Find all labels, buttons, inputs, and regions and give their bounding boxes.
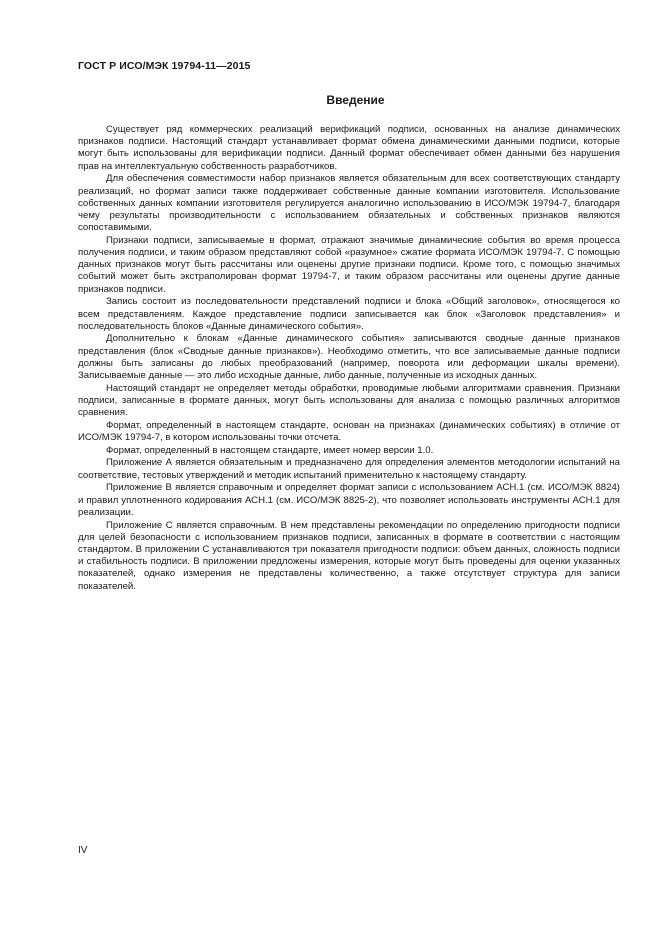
paragraph: Настоящий стандарт не определяет методы обработки, проводимые любыми алгоритмами сравнения. Признаки подписи, записанные в формате данных, могут быть использованы для анализа с помощью различных алгоритмов сравнения. xyxy=(78,382,620,419)
paragraph: Приложение А является обязательным и предназначено для определения элементов методологии испытаний на соответствие, тестовых утверждений и методик испытаний применительно к настоящему стандарту. xyxy=(78,457,620,481)
paragraph: Запись состоит из последовательности представлений подписи и блока «Общий заголовок», относящегося ко всем представлениям. Каждое представление подписи записывается как блок «Заголовок представления» и последовательность блоков «Данные динамического события». xyxy=(78,296,620,332)
paragraph: Формат, определенный в настоящем стандарте, основан на признаках (динамических событиях) в отличие от ИСО/МЭК 19794-7, в котором использованы точки отсчета. xyxy=(78,419,620,444)
paragraph: Существует ряд коммерческих реализаций верификаций подписи, основанных на анализе динамических признаков подписи. Настоящий стандарт устанавливает формат обмена динамическими данными подписи, которые могут быть использованы для верификации подписи. Данный формат обеспечивает обмен данными без нарушения прав на интеллектуальную собственность разработчиков. xyxy=(78,124,620,172)
document-header: ГОСТ Р ИСО/МЭК 19794-11—2015 xyxy=(78,60,251,72)
paragraph: Формат, определенный в настоящем стандарте, имеет номер версии 1.0. xyxy=(106,444,434,456)
paragraph: Приложение С является справочным. В нем представлены рекомендации по определению пригодности подписи для целей безопасности с использованием признаков подписи, записанных в формате в соответствии с настоящим стандартом. В приложении С устанавливаются три показателя пригодности подписи: объем данных, сложность подписи и стабильность подписи. В приложении предложены измерения, которые могут быть проведены для оценки указанных показателей, однако измерения не представлены количественно, а также отсутствует структура для записи показателей. xyxy=(78,519,620,592)
introduction-body xyxy=(78,124,620,593)
paragraph: Приложение В является справочным и определяет формат записи с использованием АСН.1 (см. ИСО/МЭК 8824) и правил уплотненного кодирования АСН.1 (см. ИСО/МЭК 8825-2), что позволяет использовать инструменты АСН.1 для реализации. xyxy=(78,482,620,518)
paragraph: Дополнительно к блокам «Данные динамического события» записываются сводные данные признаков представления (блок «Сводные данные признаков»). Необходимо отметить, что все записываемые данные подписи должны быть записаны до любых преобразований (например, поворота или деформации шкалы времени). Записываемые данные — это либо исходные данные, либо данные, полученные из исходных данных. xyxy=(78,333,620,382)
section-title: Введение xyxy=(326,93,385,107)
paragraph: Для обеспечения совместимости набор признаков является обязательным для всех соответствующих стандарту реализаций, но формат записи также поддерживает собственные данные компании изготовителя. Использование собственных данных компании изготовителя регулируется аналогично использованию в ИСО/МЭК 19794-7, благодаря чему результаты производительности с использованием обязательных и собственных признаков являются сопоставимыми. xyxy=(78,173,620,234)
page-number: IV xyxy=(78,845,88,856)
paragraph: Признаки подписи, записываемые в формат, отражают значимые динамические события во время процесса получения подписи, и таким образом представляют собой «разумное» сжатие формата ИСО/МЭК 19794-7. С помощью данных признаков могут быть рассчитаны или оценены другие признаки подписи. Кроме того, с помощью значимых событий может быть экстраполирован формат 19794-7, и таким образом рассчитаны или оценены другие данные признаков подписи. xyxy=(78,234,620,295)
